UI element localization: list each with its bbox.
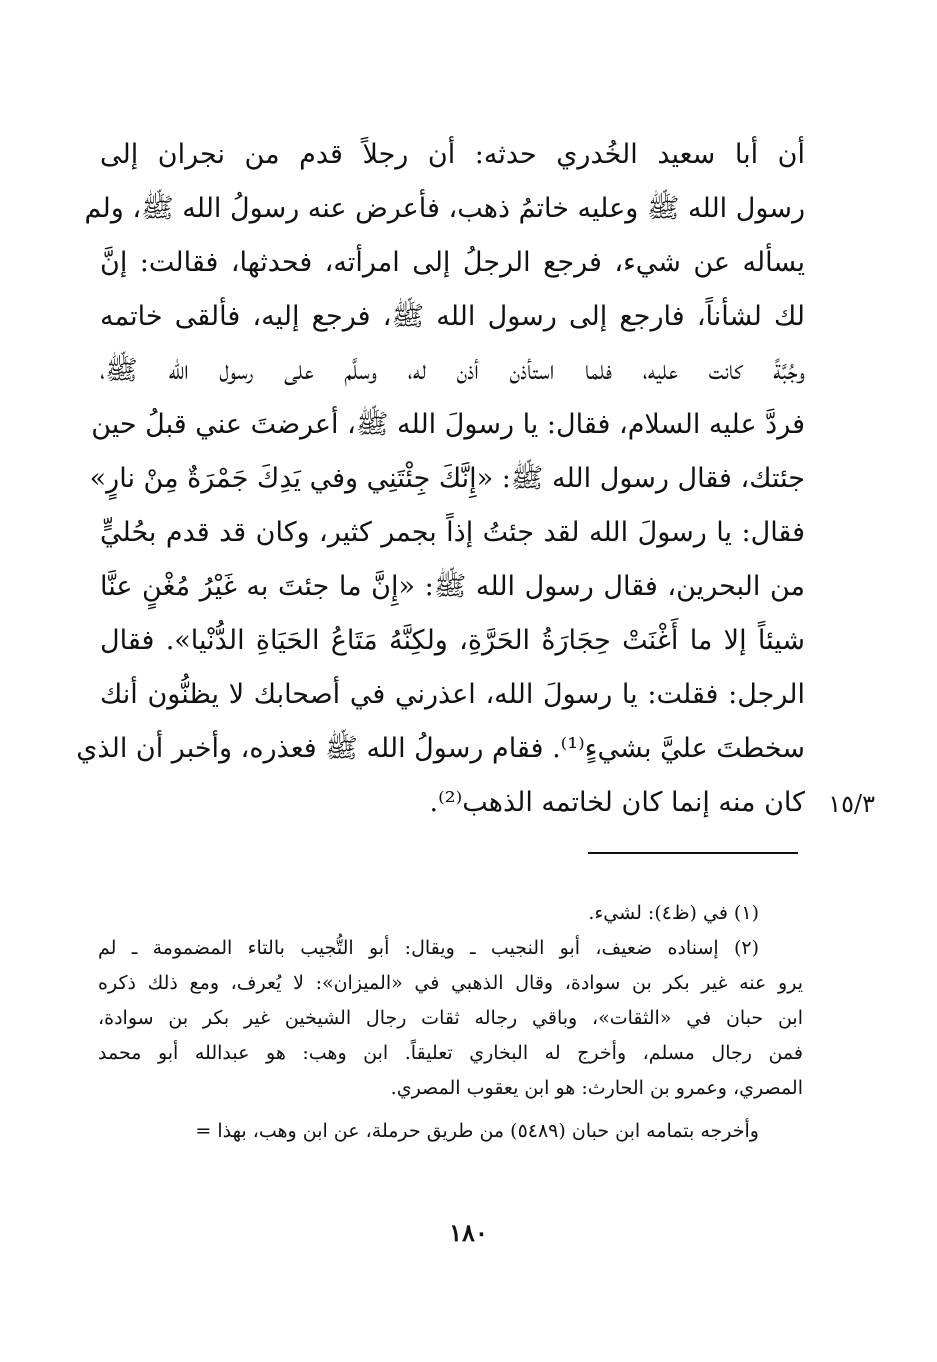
footnote-line: فمن رجال مسلم، وأخرج له البخاري تعليقاً. ابن وهب: هو عبدالله أبو محمد: [98, 1042, 803, 1064]
main-text-line: كان منه إنما كان لخاتمه الذهب⁽²⁾.: [429, 787, 805, 818]
main-text-line: الرجل: فقلت: يا رسولَ الله، اعذرني في أصحابك لا يظنُّون أنك: [100, 679, 805, 710]
main-text-line: يسأله عن شيء، فرجع الرجلُ إلى امرأته، فحدثها، فقالت: إنَّ: [100, 247, 805, 278]
footnote-line: وأخرجه بتمامه ابن حبان (٥٤٨٩) من طريق حرملة، عن ابن وهب، بهذا =: [195, 1120, 759, 1142]
main-text-line: أن أبا سعيد الخُدري حدثه: أن رجلاً قدم من نجران إلى: [100, 139, 805, 170]
main-text-line: فردَّ عليه السلام، فقال: يا رسولَ الله ﷺ، أعرضتَ عني قبلُ حين: [91, 409, 805, 440]
main-text-block: [76, 128, 805, 830]
footnote-line: (١) في (ظ٤): لشيء.: [588, 902, 759, 924]
footnote-line: يرو عنه غير بكر بن سوادة، وقال الذهبي في «الميزان»: لا يُعرف، ومع ذلك ذكره: [98, 972, 803, 994]
main-text-line: وجُبَّةً كانت عليه، فلما استأذن أذن له، وسلَّم على رسول الله ﷺ،: [100, 355, 805, 386]
footnotes-block: [98, 896, 803, 1149]
footnote-line: (٢) إسناده ضعيف، أبو النجيب ـ ويقال: أبو التُّجيب بالتاء المضمومة ـ لم: [98, 937, 759, 959]
main-text-line: شيئاً إلا ما أَغْنَتْ حِجَارَةُ الحَرَّةِ، ولكِنَّهُ مَتَاعُ الحَيَاةِ الدُّنْيا». فقال: [100, 625, 805, 656]
page-number: ١٨٠: [449, 1218, 488, 1247]
main-text-line: رسول الله ﷺ وعليه خاتمُ ذهب، فأعرض عنه رسولُ الله ﷺ، ولم: [84, 193, 805, 224]
margin-reference: ١٥/٣: [828, 790, 875, 818]
main-text-line: لك لشأناً، فارجع إلى رسول الله ﷺ، فرجع إليه، فألقى خاتمه: [100, 301, 805, 332]
footnote-line: ابن حبان في «الثقات»، وباقي رجاله ثقات رجال الشيخين غير بكر بن سوادة،: [98, 1007, 803, 1029]
main-text-line: سخطتَ عليَّ بشيءٍ⁽¹⁾. فقام رسولُ الله ﷺ فعذره، وأخبر أن الذي: [76, 733, 805, 764]
main-text-line: جئتك، فقال رسول الله ﷺ: «إِنَّكَ جِئْتَنِي وفي يَدِكَ جَمْرَةٌ مِنْ نارٍ»: [89, 463, 805, 494]
main-text-line: فقال: يا رسولَ الله لقد جئتُ إذاً بجمر كثير، وكان قد قدم بحُليٍّ: [100, 517, 805, 548]
main-text-line: من البحرين، فقال رسول الله ﷺ: «إِنَّ ما جئتَ به غَيْرُ مُغْنٍ عنَّا: [100, 571, 805, 602]
footnote-separator: [588, 852, 798, 854]
footnote-line: المصري، وعمرو بن الحارث: هو ابن يعقوب المصري.: [390, 1077, 803, 1099]
